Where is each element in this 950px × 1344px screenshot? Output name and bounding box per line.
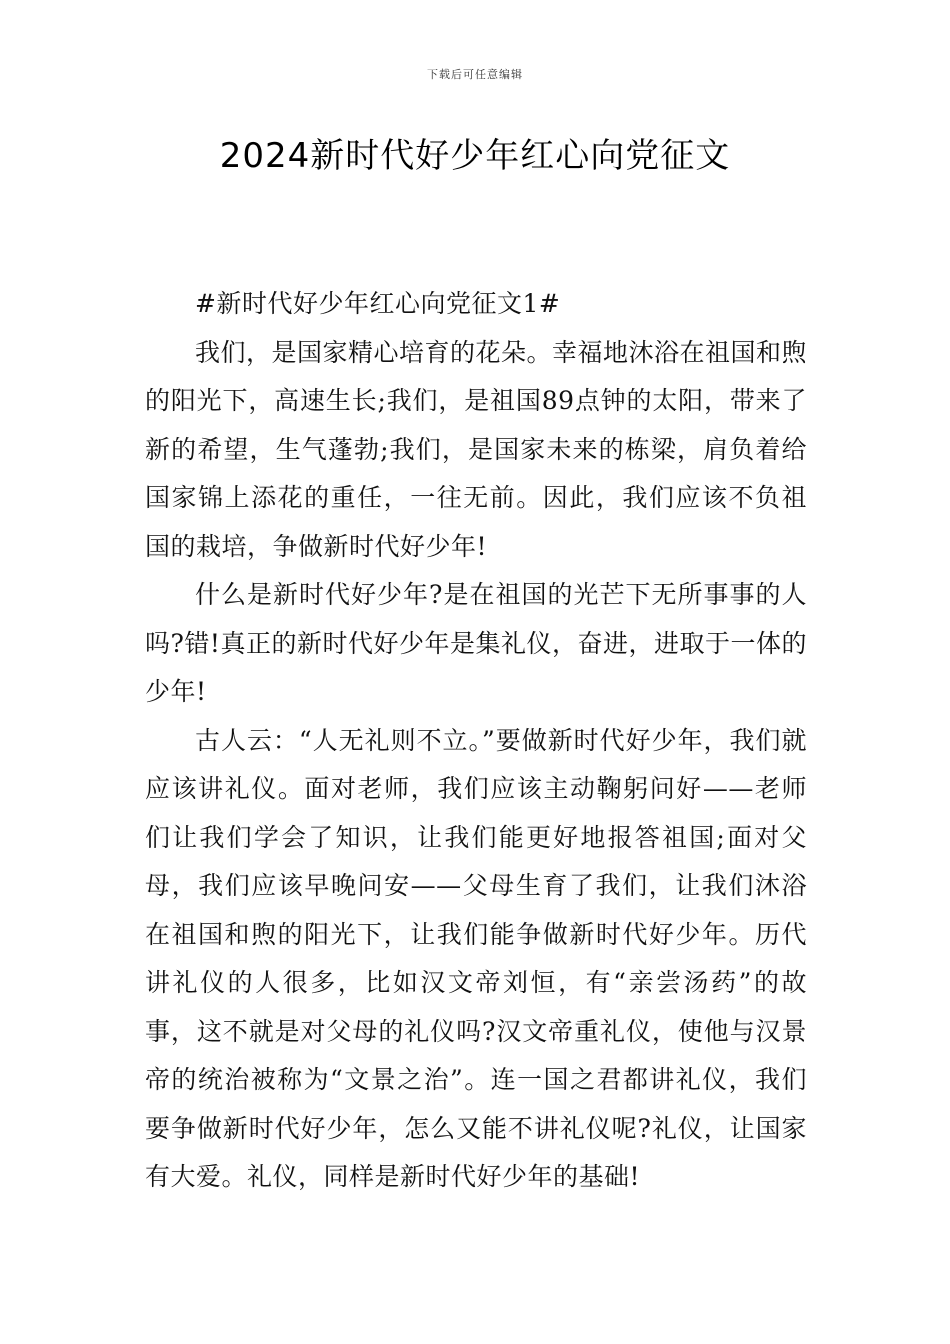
paragraph-3: 古人云：“人无礼则不立。”要做新时代好少年，我们就应该讲礼仪。面对老师，我们应该主动鞠躬问好——老师们让我们学会了知识，让我们能更好地报答祖国;面对父母，我们应该早晚问安——父母生育了我们，让我们沐浴在祖国和煦的阳光下，让我们能争做新时代好少年。历代讲礼仪的人很多，比如汉文帝刘恒，有“亲尝汤药”的故事，这不就是对父母的礼仪吗?汉文帝重礼仪，使他与汉景帝的统治被称为“文景之治”。连一国之君都讲礼仪，我们要争做新时代好少年，怎么又能不讲礼仪呢?礼仪，让国家有大爱。礼仪，同样是新时代好少年的基础! xyxy=(145,725,807,1191)
section-heading: #新时代好少年红心向党征文1# xyxy=(195,289,561,318)
paragraph-2: 什么是新时代好少年?是在祖国的光芒下无所事事的人吗?错!真正的新时代好少年是集礼仪，奋进，进取于一体的少年! xyxy=(145,580,807,706)
paragraph-1: 我们，是国家精心培育的花朵。幸福地沐浴在祖国和煦的阳光下，高速生长;我们，是祖国89点钟的太阳，带来了新的希望，生气蓬勃;我们，是国家未来的栋梁，肩负着给国家锦上添花的重任，一往无前。因此，我们应该不负祖国的栽培，争做新时代好少年! xyxy=(145,337,808,561)
document-body xyxy=(145,280,807,1202)
header-note: 下载后可任意编辑 xyxy=(427,68,523,81)
document-title: 2024新时代好少年红心向党征文 xyxy=(219,136,731,176)
